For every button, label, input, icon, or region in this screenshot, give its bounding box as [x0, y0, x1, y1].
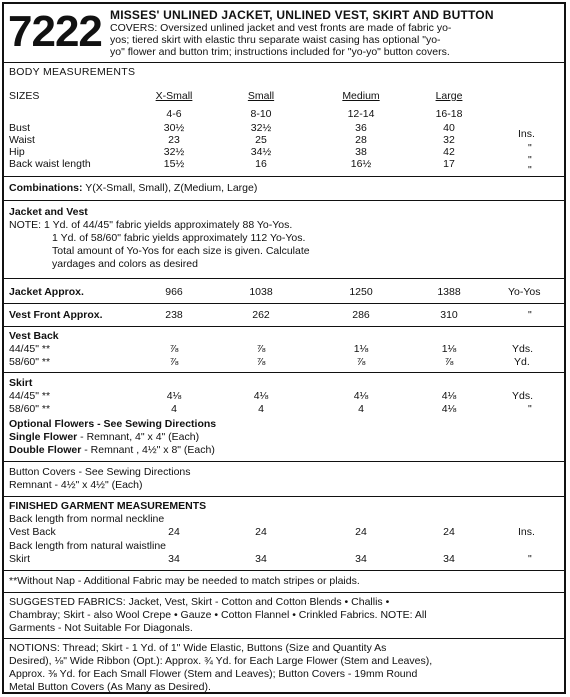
- cell: 30½: [163, 122, 185, 134]
- size-range-medium: 12-14: [347, 108, 375, 120]
- divider: [4, 200, 564, 201]
- size-medium: Medium: [342, 90, 380, 102]
- sizes-label: SIZES: [9, 90, 40, 102]
- cell: 34: [168, 553, 180, 565]
- cell: 1388: [437, 286, 461, 298]
- unit: ": [528, 164, 532, 176]
- optional-flowers: Optional Flowers - See Sewing Directions: [9, 418, 217, 430]
- notions-line-1: NOTIONS: Thread; Skirt - 1 Yd. of 1" Wide Elastic, Buttons (Size and Quantity As: [9, 642, 387, 654]
- cell: 1⅛: [353, 343, 369, 355]
- divider: [4, 372, 564, 373]
- unit: ": [528, 553, 532, 565]
- note-line-1: NOTE: 1 Yd. of 44/45" fabric yields approximately 88 Yo-Yos.: [9, 219, 293, 231]
- unit: Yd.: [514, 356, 530, 368]
- size-large: Large: [435, 90, 463, 102]
- unit: Yds.: [512, 390, 534, 402]
- unit: ": [528, 309, 532, 321]
- jacket-approx-label: Jacket Approx.: [9, 286, 84, 298]
- cell: 34: [255, 553, 267, 565]
- combinations-label: Combinations:: [9, 182, 83, 194]
- cell: ⅞: [356, 356, 366, 368]
- unit: ": [528, 403, 532, 415]
- suggested-fabrics-line-3: Garments - Not Suitable For Diagonals.: [9, 622, 193, 634]
- size-range-xsmall: 4-6: [166, 108, 182, 120]
- unit: ": [528, 142, 532, 154]
- cell: 4: [258, 403, 264, 415]
- size-range-large: 16-18: [435, 108, 463, 120]
- note-line-4: yardages and colors as desired: [52, 258, 198, 270]
- vest-back-heading: Vest Back: [9, 330, 59, 342]
- divider: [4, 176, 564, 177]
- body-measurements-heading: BODY MEASUREMENTS: [9, 66, 136, 78]
- cell: 23: [168, 134, 180, 146]
- finished-heading: FINISHED GARMENT MEASUREMENTS: [9, 500, 207, 512]
- divider: [4, 570, 564, 571]
- cell: 4: [358, 403, 364, 415]
- cell: 4⅛: [166, 390, 182, 402]
- divider: [4, 638, 564, 639]
- divider: [4, 326, 564, 327]
- cell: 4⅛: [353, 390, 369, 402]
- cell: ⅞: [256, 356, 266, 368]
- size-small: Small: [247, 90, 275, 102]
- single-flower: [9, 431, 199, 443]
- divider: [4, 278, 564, 279]
- suggested-fabrics-line-2: Chambray; Skirt - also Wool Crepe • Gauze • Cotton Flannel • Crinkled Fabrics. NOTE: All: [9, 609, 427, 621]
- cell: 262: [252, 309, 270, 321]
- double-flower-label: Double Flower: [9, 444, 82, 456]
- double-flower: [9, 444, 215, 456]
- cell: 34½: [250, 146, 272, 158]
- cell: 34: [443, 553, 455, 565]
- cell: 4: [171, 403, 177, 415]
- cell: 28: [355, 134, 367, 146]
- divider: [4, 496, 564, 497]
- cell: 16½: [350, 158, 372, 170]
- cell: 24: [255, 526, 267, 538]
- combinations: [9, 182, 257, 194]
- cell: 1⅛: [441, 343, 457, 355]
- divider: [4, 62, 564, 63]
- row-label: Back waist length: [9, 158, 91, 170]
- cell: ⅞: [444, 356, 454, 368]
- button-covers-line-1: Button Covers - See Sewing Directions: [9, 466, 191, 478]
- row-label: Bust: [9, 122, 31, 134]
- cell: 32: [443, 134, 455, 146]
- description-line-3: yo" flower and button trim; instructions included for "yo-yo" button covers.: [110, 46, 450, 58]
- size-range-small: 8-10: [250, 108, 272, 120]
- cell: ⅞: [256, 343, 266, 355]
- vest-front-approx-label: Vest Front Approx.: [9, 309, 103, 321]
- cell: 40: [443, 122, 455, 134]
- single-flower-label: Single Flower: [9, 431, 78, 443]
- suggested-fabrics-line-1: SUGGESTED FABRICS: Jacket, Vest, Skirt - Cotton and Cotton Blends • Challis •: [9, 596, 390, 608]
- pattern-envelope-back: [2, 2, 566, 694]
- cell: ⅞: [169, 356, 179, 368]
- description-line-2: yos; tiered skirt with elastic thru separate waist casing has optional "yo-: [110, 34, 441, 46]
- notions-line-3: Approx. ⅜ Yd. for Each Small Flower (Stem and Leaves); Button Covers - 19mm Round: [9, 668, 418, 680]
- cell: 310: [440, 309, 458, 321]
- unit: Ins.: [518, 128, 535, 140]
- notions-line-4: Metal Button Covers (As Many as Desired).: [9, 681, 211, 693]
- single-flower-text: - Remnant, 4" x 4" (Each): [77, 431, 200, 443]
- cell: 32½: [250, 122, 272, 134]
- cell: 34: [355, 553, 367, 565]
- cell: 25: [255, 134, 267, 146]
- without-nap: **Without Nap - Additional Fabric may be needed to match stripes or plaids.: [9, 575, 360, 587]
- cell: 24: [355, 526, 367, 538]
- unit: Ins.: [518, 526, 535, 538]
- button-covers-line-2: Remnant - 4½" x 4½" (Each): [9, 479, 143, 491]
- double-flower-text: - Remnant , 4½" x 8" (Each): [81, 444, 215, 456]
- cell: 1038: [249, 286, 273, 298]
- cell: 15½: [163, 158, 185, 170]
- row-label: Waist: [9, 134, 35, 146]
- divider: [4, 303, 564, 304]
- pattern-number: 7222: [8, 7, 102, 56]
- cell: 238: [165, 309, 183, 321]
- row-label: 44/45" **: [9, 390, 51, 402]
- row-label: Skirt: [9, 553, 30, 565]
- cell: 4⅛: [441, 403, 457, 415]
- cell: 4⅛: [441, 390, 457, 402]
- jacket-vest-heading: Jacket and Vest: [9, 206, 88, 218]
- cell: 4⅛: [253, 390, 269, 402]
- divider: [4, 461, 564, 462]
- row-label: 44/45" **: [9, 343, 51, 355]
- cell: 17: [443, 158, 455, 170]
- cell: 32½: [163, 146, 185, 158]
- size-xsmall: X-Small: [155, 90, 193, 102]
- combinations-value: Y(X-Small, Small), Z(Medium, Large): [82, 182, 258, 194]
- note-line-2: 1 Yd. of 58/60" fabric yields approximately 112 Yo-Yos.: [52, 232, 306, 244]
- cell: 286: [352, 309, 370, 321]
- cell: 38: [355, 146, 367, 158]
- row-label: Hip: [9, 146, 25, 158]
- unit: Yds.: [512, 343, 534, 355]
- pattern-title: MISSES' UNLINED JACKET, UNLINED VEST, SKIRT AND BUTTON: [110, 8, 494, 22]
- cell: ⅞: [169, 343, 179, 355]
- finished-sub-2: Back length from natural waistline: [9, 540, 166, 552]
- description-line-1: COVERS: Oversized unlined jacket and vest fronts are made of fabric yo-: [110, 22, 452, 34]
- row-label: Vest Back: [9, 526, 56, 538]
- skirt-heading: Skirt: [9, 377, 33, 389]
- unit: ": [528, 154, 532, 166]
- cell: 1250: [349, 286, 373, 298]
- note-line-3: Total amount of Yo-Yos for each size is given. Calculate: [52, 245, 310, 257]
- cell: 16: [255, 158, 267, 170]
- cell: 966: [165, 286, 183, 298]
- row-label: 58/60" **: [9, 356, 51, 368]
- cell: 42: [443, 146, 455, 158]
- notions-line-2: Desired), ⅛" Wide Ribbon (Opt.): Approx. ¾ Yd. for Each Large Flower (Stem and Leaves),: [9, 655, 433, 667]
- cell: 24: [168, 526, 180, 538]
- row-label: 58/60" **: [9, 403, 51, 415]
- divider: [4, 592, 564, 593]
- cell: 36: [355, 122, 367, 134]
- finished-sub-1: Back length from normal neckline: [9, 513, 165, 525]
- cell: 24: [443, 526, 455, 538]
- unit: Yo-Yos: [508, 286, 541, 298]
